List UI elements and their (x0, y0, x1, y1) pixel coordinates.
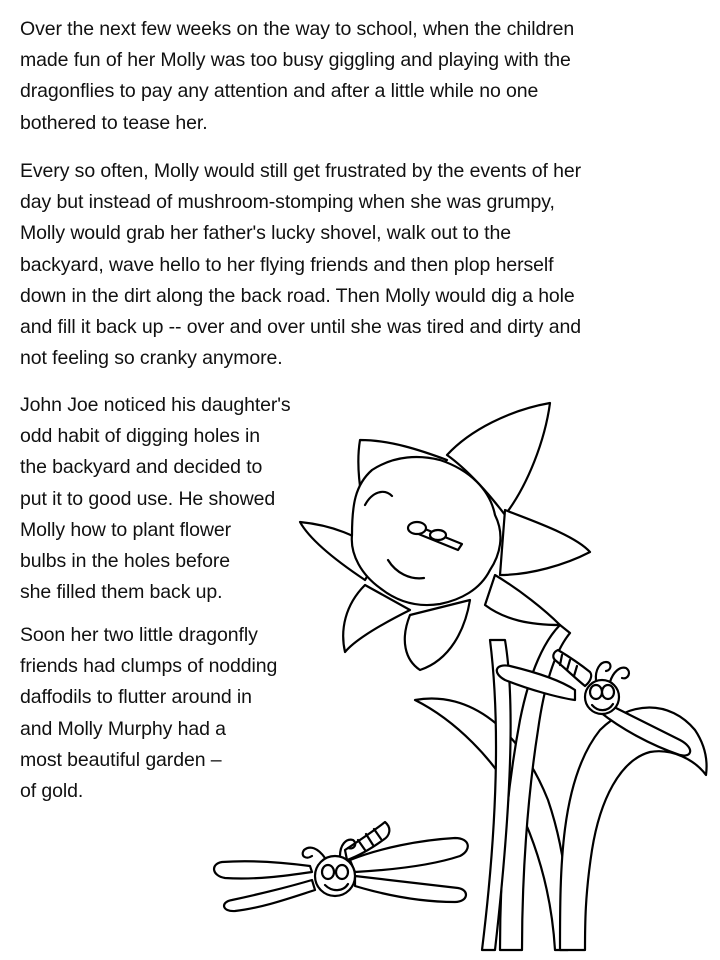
dragonfly-left (214, 822, 468, 911)
story-paragraph-4: Soon her two little dragonfly friends had clumps of nodding daffodils to flutter around in and Molly Murphy had a most beautiful garden – of gold. (20, 624, 278, 803)
daffodil-flower (300, 403, 590, 670)
story-paragraph-2: Every so often, Molly would still get frustrated by the events of her day but instead of mushroom-stomping when she was grumpy, Molly would grab her father's lucky shovel, walk out to the backyard, wave hello to her flying friends and then plop herself down in the dirt along the back road. Then Molly would dig a hole and fill it back up -- over and over until she was tired and dirty and not feeling so cranky anymore. (20, 160, 582, 370)
story-paragraph-3: John Joe noticed his daughter's odd habit of digging holes in the backyard and decided to put it to good use. He showed Molly how to plant flower bulbs in the holes before she filled them back up. (20, 394, 291, 604)
story-paragraph-1: Over the next few weeks on the way to school, when the children made fun of her Molly was too busy giggling and playing with the dragonflies to pay any attention and after a little while no one bothered to tease her. (20, 18, 575, 134)
